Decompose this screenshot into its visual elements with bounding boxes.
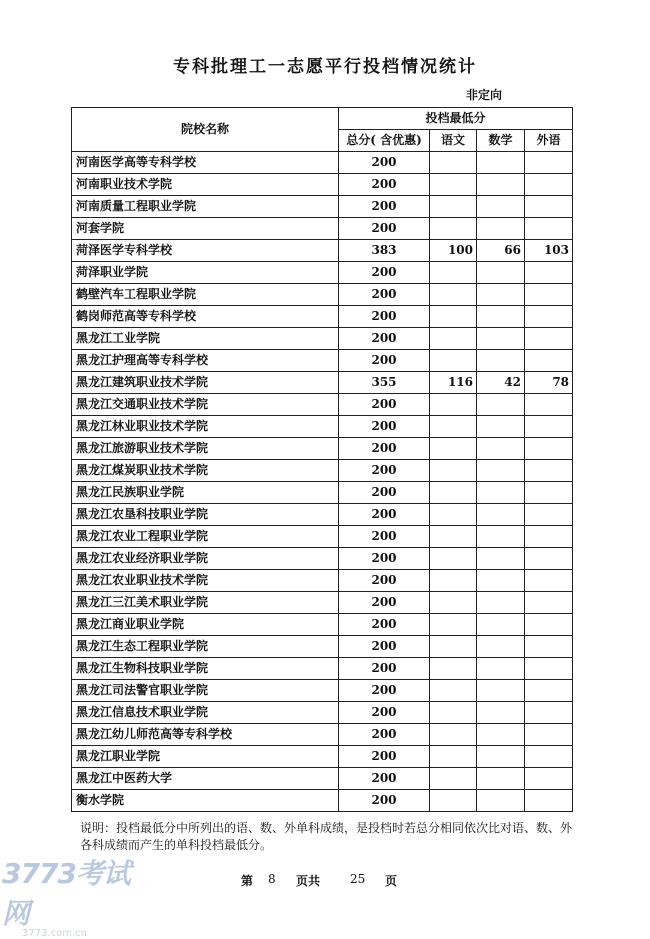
page-middle: 页共 <box>296 874 321 888</box>
table-row <box>72 394 573 416</box>
english-score-cell <box>525 152 573 174</box>
total-score-cell: 200 <box>339 152 430 174</box>
math-score-cell <box>477 702 525 724</box>
page-total: 25 <box>350 872 366 886</box>
math-score-cell <box>477 350 525 372</box>
page-suffix: 页 <box>385 874 398 888</box>
math-score-cell <box>477 614 525 636</box>
english-score-cell <box>525 460 573 482</box>
total-score-cell: 200 <box>339 218 430 240</box>
table-row <box>72 702 573 724</box>
math-score-cell <box>477 174 525 196</box>
english-score-cell <box>525 680 573 702</box>
table-row <box>72 218 573 240</box>
table-row <box>72 768 573 790</box>
total-score-cell: 200 <box>339 196 430 218</box>
chinese-score-cell <box>430 394 477 416</box>
chinese-score-cell <box>430 284 477 306</box>
total-score-cell: 200 <box>339 482 430 504</box>
total-score-cell: 355 <box>339 372 430 394</box>
school-name-cell: 菏泽医学专科学校 <box>72 240 339 262</box>
chinese-score-cell <box>430 262 477 284</box>
table-body <box>72 152 573 812</box>
school-name-cell: 黑龙江旅游职业技术学院 <box>72 438 339 460</box>
school-name-cell: 黑龙江护理高等专科学校 <box>72 350 339 372</box>
chinese-score-cell <box>430 680 477 702</box>
school-name-cell: 黑龙江农业职业技术学院 <box>72 570 339 592</box>
school-name-cell: 河南质量工程职业学院 <box>72 196 339 218</box>
school-name-cell: 鹤壁汽车工程职业学院 <box>72 284 339 306</box>
english-score-cell <box>525 262 573 284</box>
table-row <box>72 372 573 394</box>
math-score-cell <box>477 438 525 460</box>
school-name-cell: 黑龙江中医药大学 <box>72 768 339 790</box>
chinese-score-cell <box>430 614 477 636</box>
chinese-score-cell <box>430 482 477 504</box>
english-score-cell <box>525 350 573 372</box>
english-score-cell <box>525 482 573 504</box>
total-score-cell: 200 <box>339 394 430 416</box>
english-score-cell <box>525 636 573 658</box>
total-score-cell: 200 <box>339 570 430 592</box>
table-row <box>72 746 573 768</box>
english-score-cell <box>525 526 573 548</box>
school-name-cell: 黑龙江民族职业学院 <box>72 482 339 504</box>
total-score-cell: 200 <box>339 350 430 372</box>
math-score-cell <box>477 218 525 240</box>
table-row <box>72 438 573 460</box>
school-name-cell: 黑龙江职业学院 <box>72 746 339 768</box>
english-score-cell <box>525 218 573 240</box>
english-score-cell <box>525 702 573 724</box>
watermark-logo: 3773考试网 <box>2 857 130 930</box>
math-score-cell <box>477 482 525 504</box>
chinese-score-cell <box>430 196 477 218</box>
page-title: 专科批理工一志愿平行投档情况统计 <box>173 57 477 77</box>
math-score-cell <box>477 636 525 658</box>
math-score-cell <box>477 152 525 174</box>
score-table <box>71 107 573 812</box>
table-row <box>72 262 573 284</box>
school-name-cell: 河套学院 <box>72 218 339 240</box>
total-score-cell: 200 <box>339 438 430 460</box>
english-score-cell <box>525 328 573 350</box>
math-score-cell <box>477 570 525 592</box>
table-row <box>72 350 573 372</box>
school-name-cell: 黑龙江交通职业技术学院 <box>72 394 339 416</box>
table-row <box>72 240 573 262</box>
school-name-cell: 黑龙江司法警官职业学院 <box>72 680 339 702</box>
math-score-cell <box>477 526 525 548</box>
math-score-cell <box>477 680 525 702</box>
total-score-cell: 200 <box>339 636 430 658</box>
math-score-cell <box>477 196 525 218</box>
chinese-score-cell <box>430 724 477 746</box>
english-score-cell <box>525 658 573 680</box>
school-name-cell: 菏泽职业学院 <box>72 262 339 284</box>
math-score-cell <box>477 790 525 812</box>
english-score-cell <box>525 438 573 460</box>
math-score-cell: 42 <box>477 372 525 394</box>
table-row <box>72 570 573 592</box>
chinese-score-cell <box>430 174 477 196</box>
total-score-cell: 200 <box>339 416 430 438</box>
chinese-score-cell <box>430 350 477 372</box>
english-score-cell <box>525 394 573 416</box>
watermark-url: 3773.com.cn <box>22 928 87 939</box>
math-score-cell <box>477 658 525 680</box>
total-score-cell: 200 <box>339 284 430 306</box>
table-row <box>72 174 573 196</box>
table-row <box>72 658 573 680</box>
chinese-score-cell <box>430 460 477 482</box>
school-name-cell: 黑龙江商业职业学院 <box>72 614 339 636</box>
subtitle: 非定向 <box>466 88 503 102</box>
school-name-cell: 黑龙江农业经济职业学院 <box>72 548 339 570</box>
math-score-cell <box>477 416 525 438</box>
english-score-cell <box>525 174 573 196</box>
total-score-cell: 200 <box>339 526 430 548</box>
note: 说明：投档最低分中所列出的语、数、外单科成绩，是投档时若总分相同依次比对语、数、外各科成绩而产生的单科投档最低分。 <box>80 821 573 852</box>
header-english: 外语 <box>525 130 573 152</box>
school-name-cell: 黑龙江幼儿师范高等专科学校 <box>72 724 339 746</box>
table-row <box>72 504 573 526</box>
table-row <box>72 482 573 504</box>
chinese-score-cell <box>430 152 477 174</box>
total-score-cell: 200 <box>339 592 430 614</box>
english-score-cell <box>525 570 573 592</box>
total-score-cell: 200 <box>339 768 430 790</box>
table-row <box>72 790 573 812</box>
math-score-cell <box>477 306 525 328</box>
chinese-score-cell <box>430 504 477 526</box>
math-score-cell <box>477 548 525 570</box>
chinese-score-cell <box>430 746 477 768</box>
chinese-score-cell <box>430 636 477 658</box>
english-score-cell: 103 <box>525 240 573 262</box>
math-score-cell <box>477 394 525 416</box>
english-score-cell <box>525 548 573 570</box>
math-score-cell <box>477 262 525 284</box>
math-score-cell <box>477 724 525 746</box>
header-chinese: 语文 <box>430 130 477 152</box>
math-score-cell <box>477 746 525 768</box>
page-prefix: 第 <box>241 874 254 888</box>
table-row <box>72 152 573 174</box>
english-score-cell <box>525 746 573 768</box>
total-score-cell: 200 <box>339 548 430 570</box>
total-score-cell: 200 <box>339 702 430 724</box>
school-name-cell: 河南医学高等专科学校 <box>72 152 339 174</box>
math-score-cell <box>477 328 525 350</box>
header-total: 总分( 含优惠) <box>339 130 430 152</box>
chinese-score-cell <box>430 526 477 548</box>
total-score-cell: 200 <box>339 680 430 702</box>
chinese-score-cell <box>430 328 477 350</box>
chinese-score-cell <box>430 416 477 438</box>
chinese-score-cell <box>430 218 477 240</box>
math-score-cell: 66 <box>477 240 525 262</box>
school-name-cell: 黑龙江信息技术职业学院 <box>72 702 339 724</box>
table-row <box>72 416 573 438</box>
chinese-score-cell <box>430 548 477 570</box>
table-header <box>72 108 573 152</box>
school-name-cell: 黑龙江农垦科技职业学院 <box>72 504 339 526</box>
chinese-score-cell <box>430 702 477 724</box>
total-score-cell: 200 <box>339 746 430 768</box>
school-name-cell: 黑龙江林业职业技术学院 <box>72 416 339 438</box>
table-row <box>72 460 573 482</box>
chinese-score-cell <box>430 306 477 328</box>
table-row <box>72 724 573 746</box>
school-name-cell: 黑龙江工业学院 <box>72 328 339 350</box>
school-name-cell: 黑龙江建筑职业技术学院 <box>72 372 339 394</box>
total-score-cell: 200 <box>339 174 430 196</box>
math-score-cell <box>477 768 525 790</box>
english-score-cell <box>525 306 573 328</box>
total-score-cell: 200 <box>339 460 430 482</box>
school-name-cell: 衡水学院 <box>72 790 339 812</box>
total-score-cell: 200 <box>339 504 430 526</box>
english-score-cell <box>525 196 573 218</box>
school-name-cell: 黑龙江生态工程职业学院 <box>72 636 339 658</box>
total-score-cell: 383 <box>339 240 430 262</box>
header-min-score: 投档最低分 <box>339 108 573 130</box>
total-score-cell: 200 <box>339 658 430 680</box>
english-score-cell <box>525 614 573 636</box>
chinese-score-cell <box>430 768 477 790</box>
chinese-score-cell <box>430 592 477 614</box>
total-score-cell: 200 <box>339 328 430 350</box>
watermark <box>2 852 152 939</box>
school-name-cell: 黑龙江三江美术职业学院 <box>72 592 339 614</box>
header-school: 院校名称 <box>72 108 339 152</box>
english-score-cell <box>525 416 573 438</box>
english-score-cell <box>525 790 573 812</box>
math-score-cell <box>477 284 525 306</box>
total-score-cell: 200 <box>339 262 430 284</box>
chinese-score-cell: 100 <box>430 240 477 262</box>
page-number: 8 <box>268 872 276 886</box>
school-name-cell: 黑龙江农业工程职业学院 <box>72 526 339 548</box>
table-row <box>72 328 573 350</box>
table-row <box>72 526 573 548</box>
total-score-cell: 200 <box>339 790 430 812</box>
english-score-cell <box>525 284 573 306</box>
school-name-cell: 黑龙江生物科技职业学院 <box>72 658 339 680</box>
table-row <box>72 680 573 702</box>
math-score-cell <box>477 592 525 614</box>
chinese-score-cell <box>430 438 477 460</box>
header-math: 数学 <box>477 130 525 152</box>
chinese-score-cell <box>430 790 477 812</box>
table-row <box>72 592 573 614</box>
table-row <box>72 636 573 658</box>
chinese-score-cell <box>430 658 477 680</box>
english-score-cell <box>525 504 573 526</box>
total-score-cell: 200 <box>339 724 430 746</box>
english-score-cell <box>525 724 573 746</box>
math-score-cell <box>477 504 525 526</box>
chinese-score-cell <box>430 570 477 592</box>
english-score-cell <box>525 768 573 790</box>
table-row <box>72 548 573 570</box>
school-name-cell: 黑龙江煤炭职业技术学院 <box>72 460 339 482</box>
table-row <box>72 284 573 306</box>
english-score-cell <box>525 592 573 614</box>
school-name-cell: 河南职业技术学院 <box>72 174 339 196</box>
table-row <box>72 306 573 328</box>
math-score-cell <box>477 460 525 482</box>
table-row <box>72 196 573 218</box>
school-name-cell: 鹤岗师范高等专科学校 <box>72 306 339 328</box>
english-score-cell: 78 <box>525 372 573 394</box>
table-row <box>72 614 573 636</box>
total-score-cell: 200 <box>339 614 430 636</box>
total-score-cell: 200 <box>339 306 430 328</box>
chinese-score-cell: 116 <box>430 372 477 394</box>
